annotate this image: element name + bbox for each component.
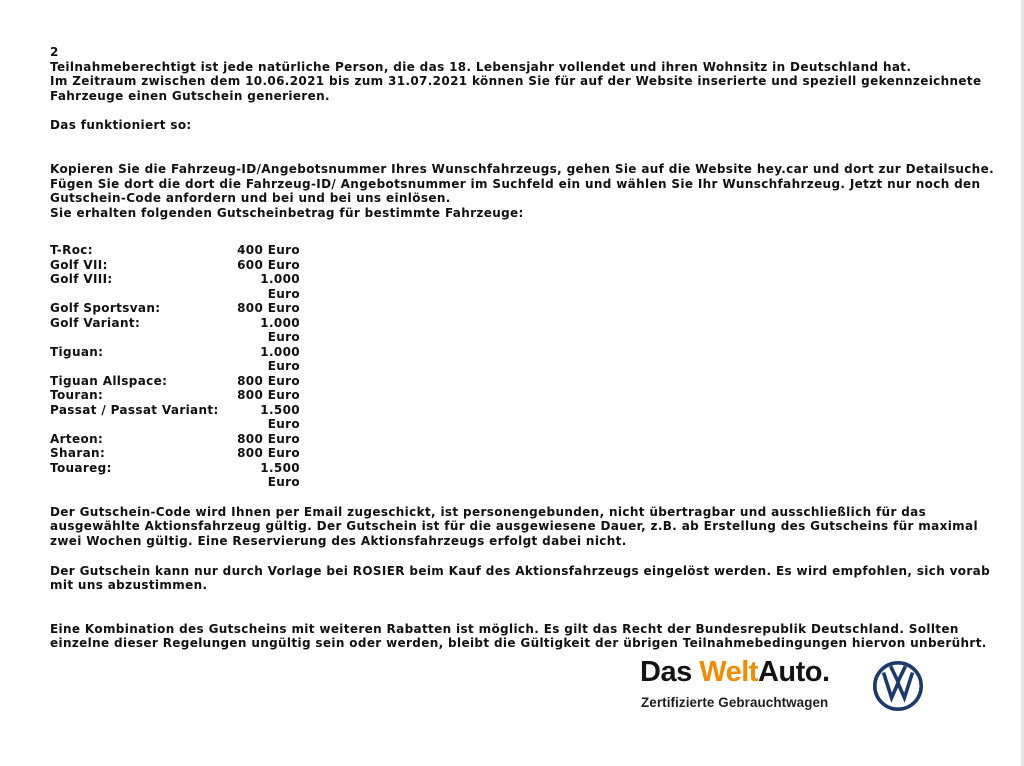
logo-subtitle: Zertifizierte Gebrauchtwagen xyxy=(641,695,829,710)
model-name: Golf VIII: xyxy=(50,272,113,287)
voucher-amount: 1.500 Euro xyxy=(260,460,300,490)
table-row xyxy=(50,258,300,273)
vw-roundel-icon xyxy=(872,660,924,712)
table-row xyxy=(50,403,300,432)
voucher-amount: 1.000 Euro xyxy=(260,272,300,301)
voucher-amount: 800 Euro xyxy=(237,301,300,316)
model-name: Tiguan: xyxy=(50,344,104,359)
logo-auto-text: Auto. xyxy=(757,656,830,688)
model-name: Golf Sportsvan: xyxy=(50,301,161,316)
voucher-amount: 800 Euro xyxy=(237,373,300,388)
model-name: Golf Variant: xyxy=(50,315,141,330)
model-name: Sharan: xyxy=(50,446,106,461)
redemption-paragraph: Der Gutschein kann nur durch Vorlage bei ROSIER beim Kauf des Aktionsfahrzeugs eingelöst werden. Es wird empfohlen, sich vorab mit uns abzustimmen. xyxy=(50,563,991,593)
voucher-amount: 1.500 Euro xyxy=(260,402,300,432)
voucher-table xyxy=(50,243,300,490)
validity-paragraph: Der Gutschein-Code wird Ihnen per Email zugeschickt, ist personengebunden, nicht übertragbar und ausschließlich für das ausgewählte Aktionsfahrzeug gültig. Der Gutschein ist für die ausgewiesene Dauer, z.B. ab Erstellung des Gutscheins für maximal zwei Wochen gültig. Eine Reservierung des Aktionsfahrzeugs erfolgt dabei nicht. xyxy=(50,504,978,549)
logo-das-text: Das xyxy=(640,656,700,688)
table-row xyxy=(50,388,300,403)
how-it-works-heading: Das funktioniert so: xyxy=(50,118,192,133)
voucher-amount: 400 Euro xyxy=(237,243,300,258)
model-name: Passat / Passat Variant: xyxy=(50,402,219,417)
table-row xyxy=(50,432,300,447)
voucher-amount: 800 Euro xyxy=(237,388,300,403)
voucher-amount: 600 Euro xyxy=(237,257,300,272)
model-name: Tiguan Allspace: xyxy=(50,373,168,388)
table-row xyxy=(50,301,300,316)
voucher-amount: 800 Euro xyxy=(237,446,300,461)
document-body xyxy=(50,45,995,651)
table-row xyxy=(50,374,300,389)
voucher-amount: 1.000 Euro xyxy=(260,315,300,345)
table-row xyxy=(50,446,300,461)
table-row xyxy=(50,243,300,258)
table-row xyxy=(50,316,300,345)
eligibility-text: Teilnahmeberechtigt ist jede natürliche Person, die das 18. Lebensjahr vollendet und ihren Wohnsitz in Deutschland hat. xyxy=(50,59,912,74)
model-name: Touran: xyxy=(50,388,104,403)
model-name: T-Roc: xyxy=(50,243,93,258)
table-row xyxy=(50,345,300,374)
logo-welt-text: Welt xyxy=(699,656,758,688)
voucher-amount: 1.000 Euro xyxy=(260,344,300,374)
model-name: Touareg: xyxy=(50,460,112,475)
page-number: 2 xyxy=(50,45,59,59)
combination-paragraph: Eine Kombination des Gutscheins mit weiteren Rabatten ist möglich. Es gilt das Recht der Bundesrepublik Deutschland. Sollten einzelne dieser Regelungen ungültig sein oder werden, bleibt die Gültigkeit der übrigen Teilnahmebedingungen hiervon unberührt. xyxy=(50,621,987,651)
voucher-amount: 800 Euro xyxy=(237,431,300,446)
instructions-text: Kopieren Sie die Fahrzeug-ID/Angebotsnummer Ihres Wunschfahrzeugs, gehen Sie auf die Website hey.car und dort zur Detailsuche. Fügen Sie dort die dort die Fahrzeug-ID/ Angebotsnummer im Suchfeld ein und wählen Sie Ihr Wunschfahrzeug. Jetzt nur noch den Gutschein-Code anfordern und bei und bei uns einlösen. xyxy=(50,161,994,206)
model-name: Arteon: xyxy=(50,431,104,446)
table-row xyxy=(50,461,300,490)
period-text: Im Zeitraum zwischen dem 10.06.2021 bis zum 31.07.2021 können Sie für auf der Website inserierte und speziell gekennzeichnete Fahrzeuge einen Gutschein generieren. xyxy=(50,74,982,103)
model-name: Golf VII: xyxy=(50,257,108,272)
amount-intro-text: Sie erhalten folgenden Gutscheinbetrag für bestimmte Fahrzeuge: xyxy=(50,205,524,220)
table-row xyxy=(50,272,300,301)
das-weltauto-logo xyxy=(640,656,830,689)
